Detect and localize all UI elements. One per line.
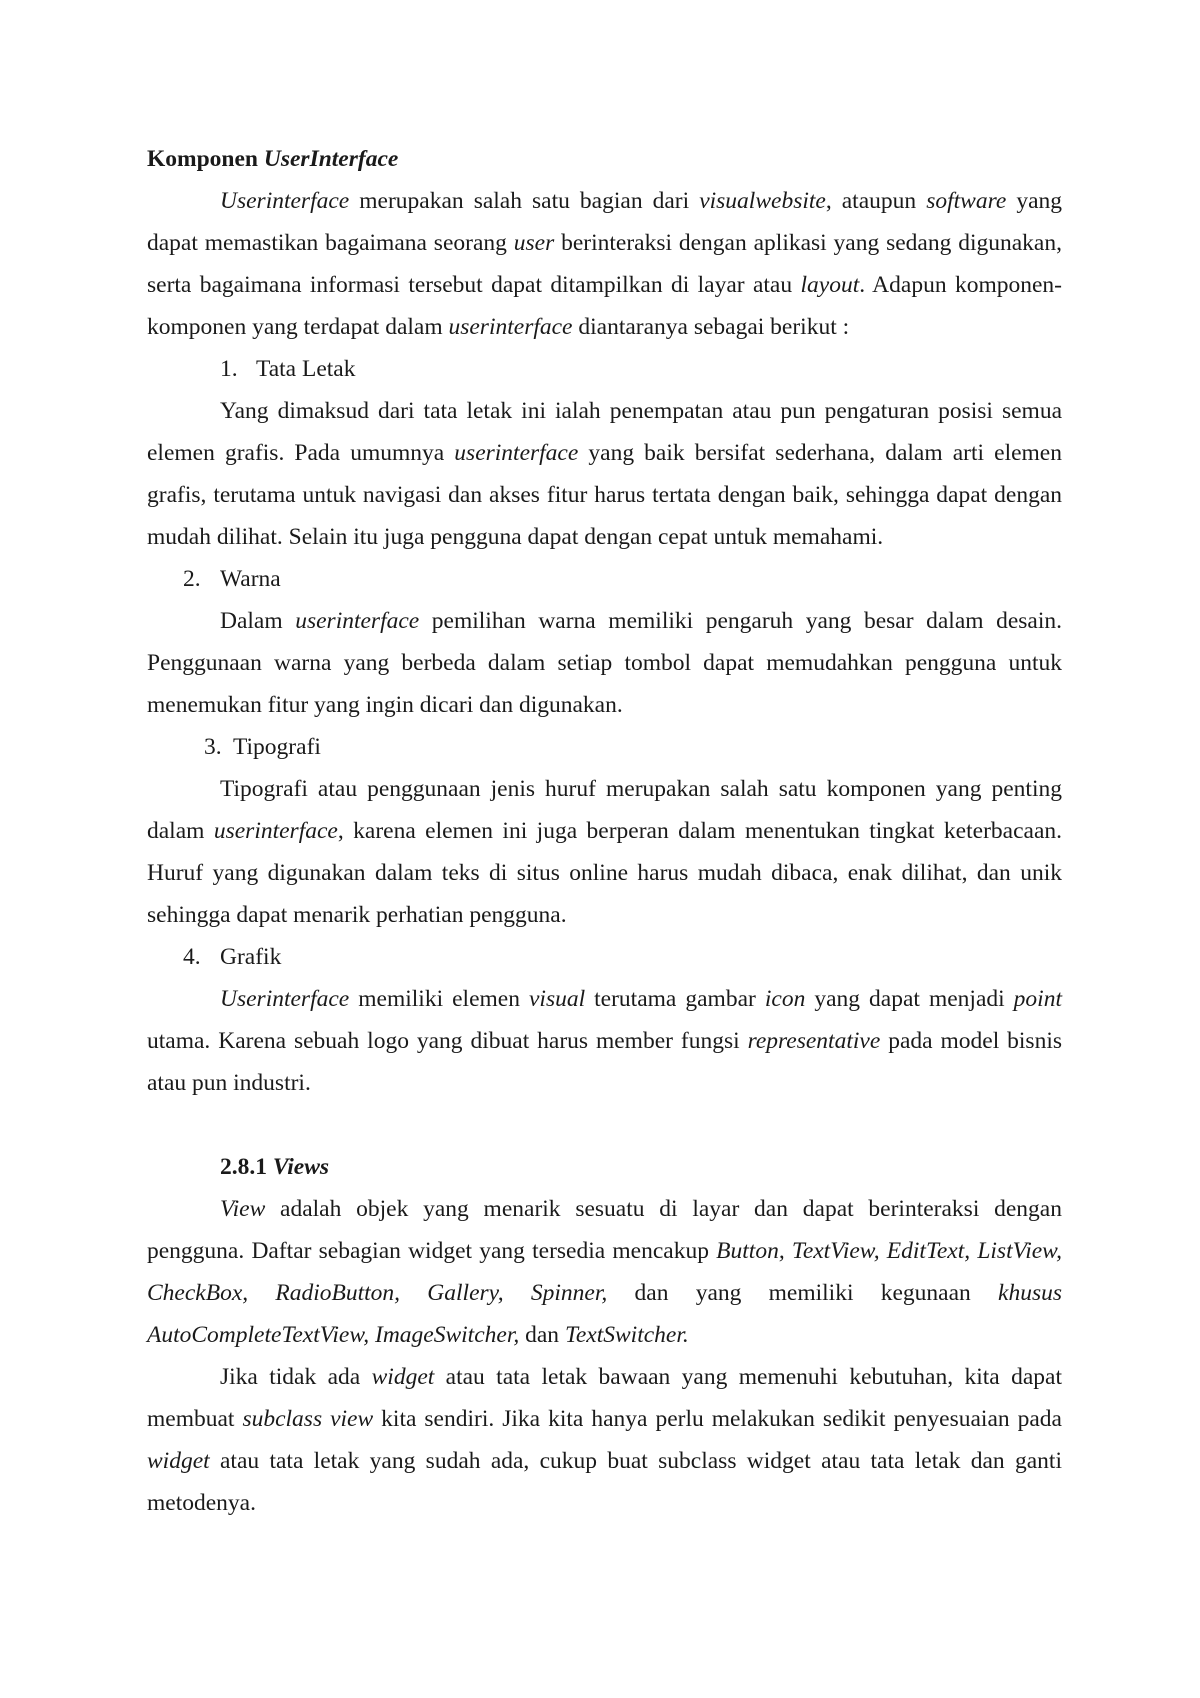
- section-spacer: [147, 1104, 1062, 1146]
- paragraph-text: atau tata letak bawaan yang memenuhi kebutuhan, kita dapat membuat: [147, 1364, 1062, 1432]
- list-item-paragraph: [147, 768, 1062, 936]
- paragraph-text: yang dapat menjadi: [805, 986, 1014, 1012]
- intro-text: berinteraksi dengan aplikasi yang sedang digunakan, serta bagaimana informasi tersebut dapat ditampilkan di layar atau: [147, 230, 1062, 298]
- list-item-heading: [147, 348, 1062, 390]
- intro-text: merupakan salah satu bagian dari: [349, 188, 700, 214]
- paragraph-text: dan: [519, 1322, 565, 1348]
- section-title: Views: [272, 1154, 330, 1180]
- paragraph-text: yang baik bersifat sederhana, dalam arti elemen grafis, terutama untuk navigasi dan akses fitur harus tertata dengan baik, sehingga dapat dengan mudah dilihat. Selain itu juga pengguna dapat dengan cepat untuk memahami.: [147, 440, 1062, 550]
- intro-term: user: [513, 230, 555, 256]
- paragraph-text: , karena elemen ini juga berperan dalam menentukan tingkat keterbacaan. Huruf yang digunakan dalam teks di situs online harus mudah dibaca, enak dilihat, dan unik sehingga dapat menarik perhatian pengguna.: [147, 818, 1062, 928]
- title-text: Komponen: [147, 146, 264, 172]
- list-item-number: 3.: [204, 734, 222, 760]
- paragraph-text: Jika tidak ada: [220, 1364, 372, 1390]
- list-item-heading: [147, 558, 1062, 600]
- intro-text: diantaranya sebagai berikut :: [572, 314, 850, 340]
- paragraph-term: visual: [528, 986, 586, 1012]
- paragraph-term: icon: [764, 986, 806, 1012]
- paragraph-text: pada model bisnis atau pun industri.: [147, 1028, 1062, 1096]
- paragraph-text: Tipografi atau penggunaan jenis huruf merupakan salah satu komponen yang penting dalam: [147, 776, 1062, 844]
- paragraph-term: View: [220, 1196, 266, 1222]
- paragraph-text: atau tata letak yang sudah ada, cukup buat subclass widget atau tata letak dan ganti metodenya.: [147, 1448, 1062, 1516]
- list-item-label: Tipografi: [233, 734, 321, 760]
- list-item-number: 4.: [183, 944, 201, 970]
- paragraph-term: userinterface: [213, 818, 338, 844]
- paragraph-term: userinterface: [454, 440, 579, 466]
- intro-term: Userinterface: [220, 188, 350, 214]
- views-paragraph: [147, 1188, 1062, 1356]
- paragraph-term: widget: [371, 1364, 435, 1390]
- paragraph-text: terutama gambar: [585, 986, 765, 1012]
- list-item-paragraph: [147, 978, 1062, 1104]
- paragraph-term: Userinterface: [220, 986, 350, 1012]
- paragraph-text: kita sendiri. Jika kita hanya perlu melakukan sedikit penyesuaian pada: [373, 1406, 1062, 1432]
- paragraph-text: dan yang memiliki kegunaan: [607, 1280, 999, 1306]
- list-item-heading: [147, 936, 1062, 978]
- paragraph-text: Yang dimaksud dari tata letak ini ialah penempatan atau pun pengaturan posisi semua elemen grafis. Pada umumnya: [147, 398, 1062, 466]
- intro-text: , ataupun: [825, 188, 927, 214]
- list-item-heading: [147, 726, 1062, 768]
- section-number: 2.8.1: [220, 1154, 273, 1180]
- title-emphasis: UserInterface: [263, 146, 399, 172]
- page-title: [147, 138, 1062, 180]
- paragraph-text: pemilihan warna memiliki pengaruh yang besar dalam desain. Penggunaan warna yang berbeda dalam setiap tombol dapat memudahkan pengguna untuk menemukan fitur yang ingin dicari dan digunakan.: [147, 608, 1062, 718]
- intro-text: . Adapun komponen-komponen yang terdapat dalam: [147, 272, 1062, 340]
- intro-term: software: [926, 188, 1007, 214]
- paragraph-term: khusus AutoCompleteTextView, ImageSwitcher,: [147, 1280, 1062, 1348]
- paragraph-text: utama. Karena sebuah logo yang dibuat harus member fungsi: [147, 1028, 748, 1054]
- paragraph-term: representative: [747, 1028, 881, 1054]
- document-body: [147, 138, 1062, 1524]
- intro-text: yang dapat memastikan bagaimana seorang: [147, 188, 1063, 256]
- list-item-number: 1.: [220, 356, 238, 382]
- paragraph-term: userinterface: [295, 608, 420, 634]
- list-item-label: Grafik: [220, 944, 282, 970]
- paragraph-term: TextSwitcher.: [564, 1322, 689, 1348]
- list-item-label: Warna: [220, 566, 281, 592]
- paragraph-term: Button, TextView, EditText, ListView, CheckBox, RadioButton, Gallery, Spinner,: [147, 1238, 1062, 1306]
- intro-term: visualwebsite: [699, 188, 826, 214]
- list-item-paragraph: [147, 390, 1062, 558]
- intro-paragraph: [147, 180, 1062, 348]
- list-item-label: Tata Letak: [256, 356, 356, 382]
- list-item-number: 2.: [183, 566, 201, 592]
- intro-term: userinterface: [448, 314, 573, 340]
- views-paragraph: [147, 1356, 1062, 1524]
- intro-term: layout: [800, 272, 860, 298]
- list-item-paragraph: [147, 600, 1062, 726]
- paragraph-text: adalah objek yang menarik sesuatu di layar dan dapat berinteraksi dengan pengguna. Daftar sebagian widget yang tersedia mencakup: [147, 1196, 1062, 1264]
- section-heading: [147, 1146, 1062, 1188]
- paragraph-term: subclass view: [242, 1406, 374, 1432]
- paragraph-term: widget: [147, 1448, 210, 1474]
- paragraph-text: Dalam: [220, 608, 296, 634]
- paragraph-text: memiliki elemen: [349, 986, 529, 1012]
- paragraph-term: point: [1013, 986, 1062, 1012]
